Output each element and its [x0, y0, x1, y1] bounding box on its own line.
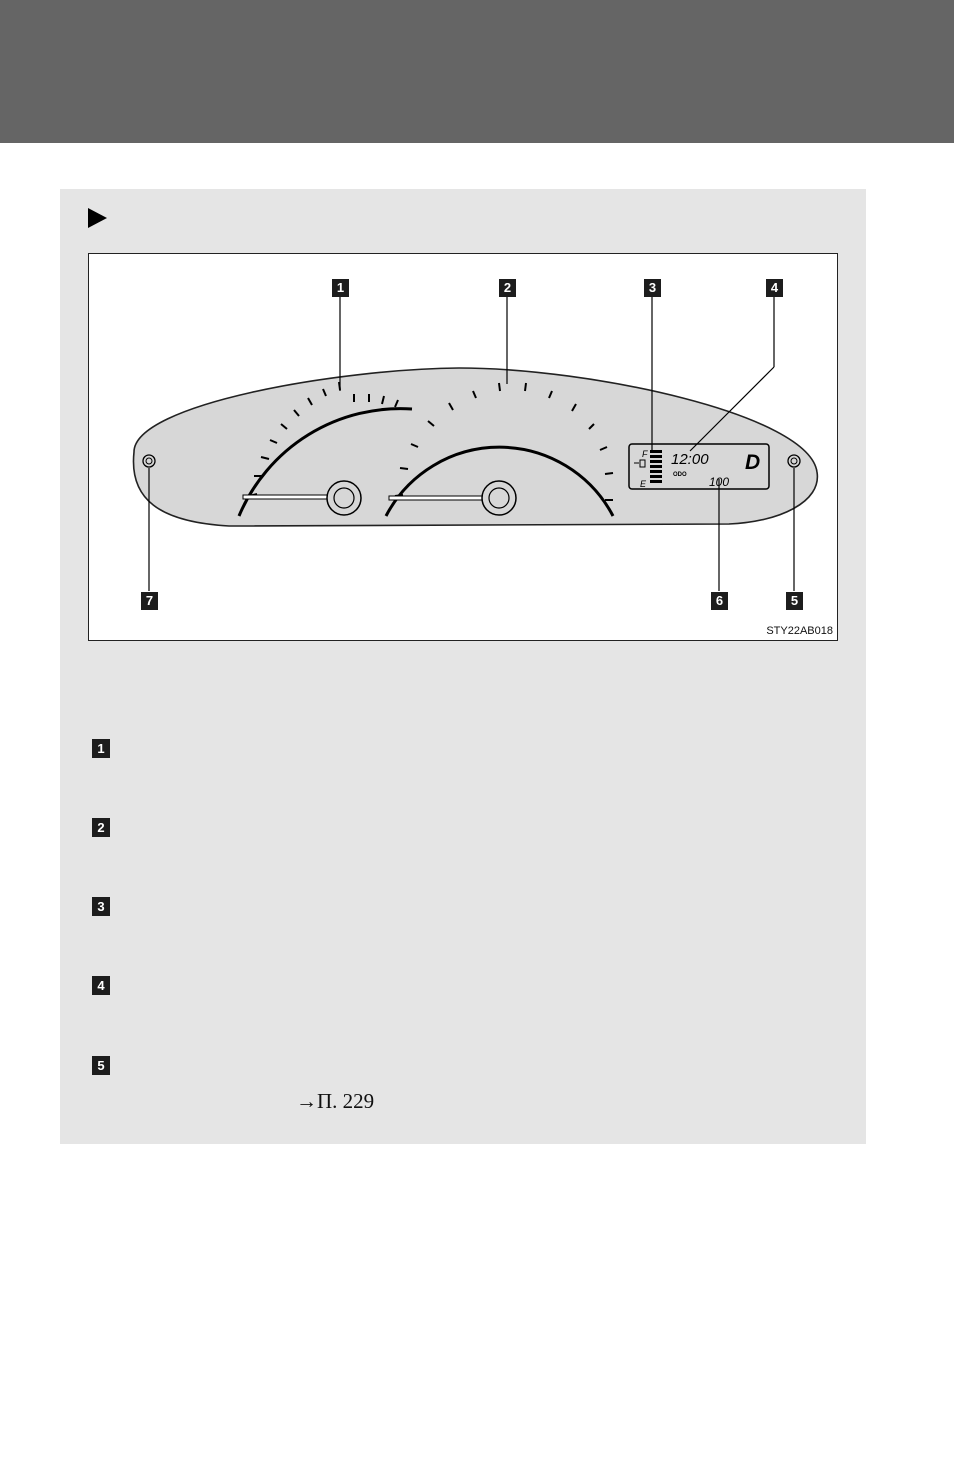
list-item-1-badge: 1 — [92, 739, 110, 758]
clock-readout: 12:00 — [671, 451, 709, 468]
odo-value: 100 — [709, 475, 730, 489]
section-arrow-icon — [88, 208, 107, 228]
content-panel — [60, 189, 866, 1144]
figure-code: STY22AB018 — [766, 625, 833, 637]
fuel-empty-label: E — [640, 479, 647, 489]
gear-indicator: D — [745, 451, 761, 474]
callout-5: 5 — [786, 592, 803, 610]
odo-label: ODO — [673, 472, 687, 478]
callout-3: 3 — [644, 279, 661, 297]
callout-1: 1 — [332, 279, 349, 297]
instrument-cluster-figure — [88, 253, 838, 641]
callout-2: 2 — [499, 279, 516, 297]
fuel-full-label: F — [642, 449, 648, 459]
list-item-3-badge: 3 — [92, 897, 110, 916]
callout-7: 7 — [141, 592, 158, 610]
instrument-cluster-illustration — [89, 254, 839, 642]
right-knob-icon — [788, 455, 800, 467]
callout-4: 4 — [766, 279, 783, 297]
page-reference-link[interactable]: →П. 229 — [296, 1089, 375, 1113]
callout-6: 6 — [711, 592, 728, 610]
list-item-2-badge: 2 — [92, 818, 110, 837]
list-item-5-badge: 5 — [92, 1056, 110, 1075]
page-header-band — [0, 0, 954, 143]
list-item-4-badge: 4 — [92, 976, 110, 995]
left-knob-icon — [143, 455, 155, 467]
